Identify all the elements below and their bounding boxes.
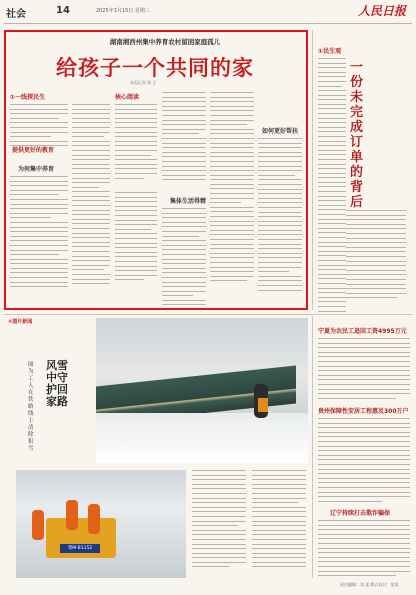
photo-story-text-1 — [192, 470, 246, 571]
lead-text-column-3 — [115, 192, 157, 284]
newspaper-logo: 人民日报 — [357, 4, 406, 18]
core-reading-label: 核心阅读 — [115, 94, 140, 101]
brief-1-text — [318, 338, 410, 402]
side-intro-text — [318, 58, 346, 90]
page-footer: 责任编辑：刘 某 版式设计：某某 — [340, 582, 399, 587]
rail-worker-vest — [258, 398, 268, 412]
brief-3-text — [318, 520, 410, 580]
lead-text-column-1 — [10, 104, 68, 150]
lead-story-section-label: ①一线探民生 — [10, 94, 46, 101]
photo-caption-vertical: 图为工人在铁路线上清除积雪 — [28, 362, 34, 452]
road-worker-2 — [88, 504, 100, 534]
brief-3-title: 辽宁持续打击欺诈骗保 — [330, 510, 391, 517]
photo-story-text-2 — [252, 470, 306, 571]
lead-text-column-6 — [258, 138, 302, 294]
briefs-divider — [312, 316, 313, 578]
section-name: 社会 — [6, 9, 26, 20]
subhead-1: 为何集中养育 — [18, 166, 55, 173]
side-column-title: 一份未完成订单的背后 — [350, 60, 364, 210]
road-worker-1 — [66, 500, 78, 530]
road-worker-3 — [32, 510, 44, 540]
core-reading-text — [115, 104, 157, 182]
lead-text-column-2 — [72, 104, 110, 288]
road-clearing-photo — [16, 470, 186, 578]
photo-section-label: ①图片新闻 — [8, 319, 33, 325]
lead-text-column-4 — [162, 92, 206, 184]
lead-text-column-1b — [10, 176, 68, 291]
lead-story-headline: 给孩子一个共同的家 — [56, 55, 254, 80]
lead-text-column-4b — [162, 208, 206, 309]
header-rule — [4, 23, 412, 24]
lead-story-byline: 本报记者 陈 正 — [130, 80, 157, 85]
side-text-a — [318, 90, 346, 315]
side-column-label: ①民生观 — [318, 48, 342, 55]
page-header — [0, 0, 416, 22]
snowy-train-photo — [96, 318, 308, 463]
brief-1-title: 宁夏为农民工追回工资4995万元 — [318, 328, 407, 335]
page-number: 14 — [56, 5, 70, 16]
photo-headline-vertical: 风雪中守护回家路 — [46, 359, 68, 408]
subhead-3: 集体生活得精 — [170, 198, 207, 205]
subhead-2: 提供更好的教育 — [12, 147, 55, 154]
snow-ground — [96, 413, 308, 463]
brief-2-title: 贵州保障性安居工程惠及300万户 — [318, 408, 409, 415]
section-divider — [4, 314, 412, 315]
column-divider — [312, 30, 313, 310]
side-text-b — [346, 210, 406, 302]
issue-date: 2025年1月15日 星期三 — [96, 8, 150, 14]
subhead-4: 如何更好帮扶 — [262, 128, 299, 135]
brief-2-text — [318, 418, 410, 505]
lead-text-column-5 — [210, 92, 254, 285]
truck-plate: 鄂M·B1152 — [60, 544, 100, 553]
lead-story-kicker: 湖南湘西州集中养育农村留困家庭孤儿 — [109, 38, 221, 46]
